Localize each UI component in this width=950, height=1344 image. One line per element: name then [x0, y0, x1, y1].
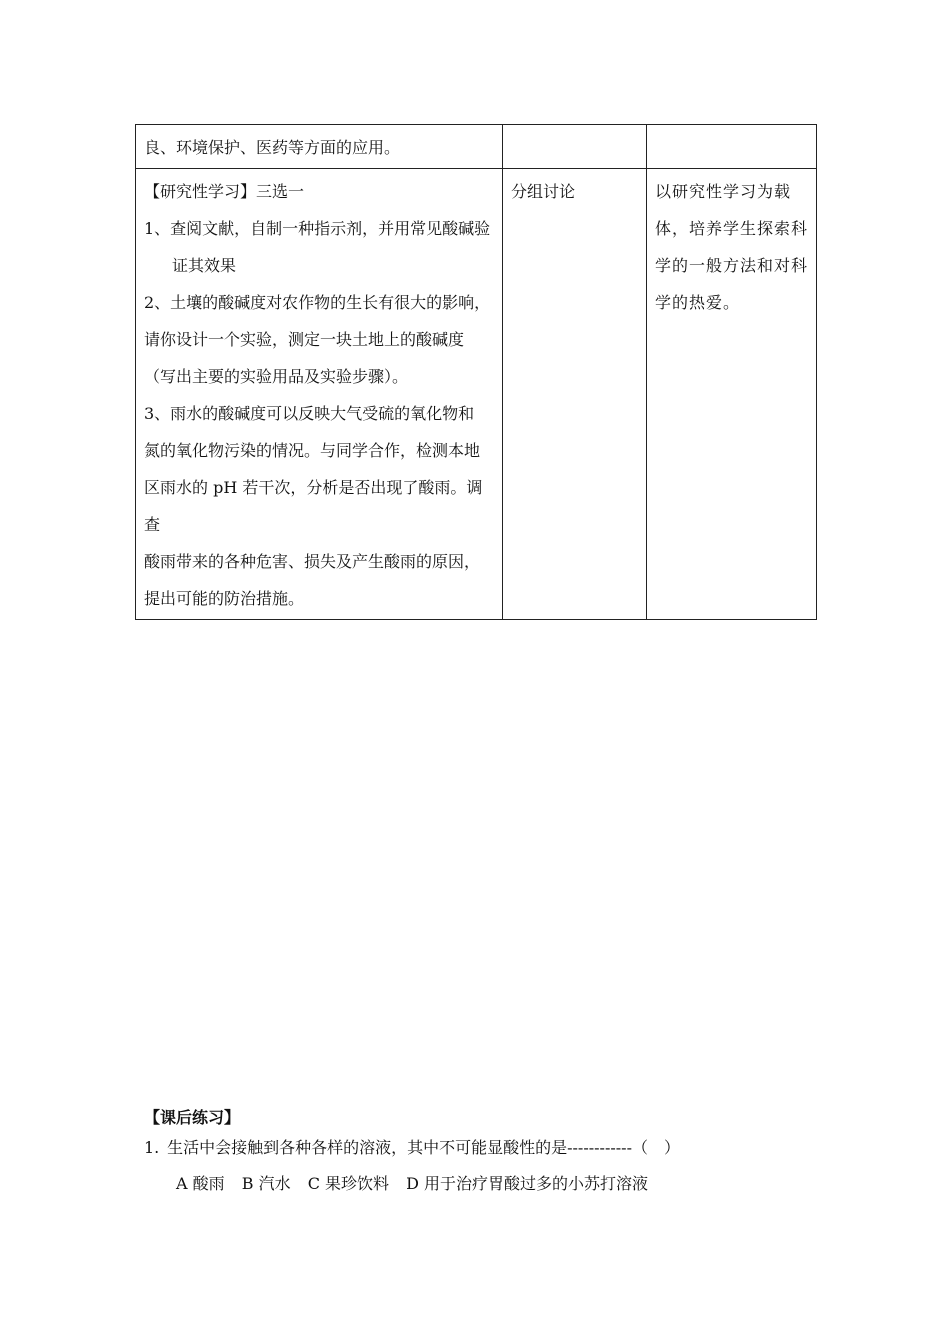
exercises-heading: 【课后练习】	[144, 1108, 241, 1127]
activity-text: 分组讨论	[511, 182, 576, 201]
purpose-line-3: 学的一般方法和对科	[655, 256, 809, 275]
table-cell-content	[136, 125, 503, 169]
question-text: 生活中会接触到各种各样的溶液，其中不可能显酸性的是------------（ ）	[167, 1138, 680, 1157]
question-number: 1.	[144, 1138, 160, 1157]
item-3-line-1: 3、雨水的酸碱度可以反映大气受硫的氧化物和	[144, 404, 475, 423]
question-1-options	[176, 1173, 824, 1195]
table-cell-content	[136, 169, 503, 620]
table-row	[136, 169, 817, 620]
cell-text: 良、环境保护、医药等方面的应用。	[144, 138, 401, 157]
option-c: C 果珍饮料	[307, 1174, 390, 1193]
table-row	[136, 125, 817, 169]
lesson-table	[135, 124, 817, 620]
table-cell-activity	[503, 169, 647, 620]
option-b: B 汽水	[241, 1174, 291, 1193]
table-cell-purpose	[647, 125, 817, 169]
item-1-line-1: 1、查阅文献，自制一种指示剂，并用常见酸碱验	[144, 219, 491, 238]
item-2-line-2: 请你设计一个实验，测定一块土地上的酸碱度	[144, 330, 465, 349]
table-cell-activity	[503, 125, 647, 169]
purpose-line-1: 以研究性学习为载	[655, 182, 792, 201]
table-cell-purpose	[647, 169, 817, 620]
item-3-line-2: 氮的氧化物污染的情况。与同学合作，检测本地	[144, 441, 481, 460]
question-1	[144, 1137, 824, 1159]
item-3-line-5: 提出可能的防治措施。	[144, 589, 305, 608]
item-3-line-4: 酸雨带来的各种危害、损失及产生酸雨的原因，	[144, 552, 481, 571]
purpose-line-4: 学的热爱。	[655, 293, 741, 312]
item-2-line-1: 2、土壤的酸碱度对农作物的生长有很大的影响，	[144, 293, 491, 312]
exercises-section	[144, 1107, 824, 1195]
purpose-line-2: 体，培养学生探索科	[655, 219, 809, 238]
item-2-line-3: （写出主要的实验用品及实验步骤）。	[144, 367, 409, 386]
research-heading: 【研究性学习】三选一	[144, 182, 305, 201]
option-d: D 用于治疗胃酸过多的小苏打溶液	[406, 1174, 649, 1193]
item-3-line-3: 区雨水的 pH 若干次，分析是否出现了酸雨。调查	[144, 478, 483, 534]
item-1-line-2: 证其效果	[172, 256, 237, 275]
option-a: A 酸雨	[176, 1174, 225, 1193]
